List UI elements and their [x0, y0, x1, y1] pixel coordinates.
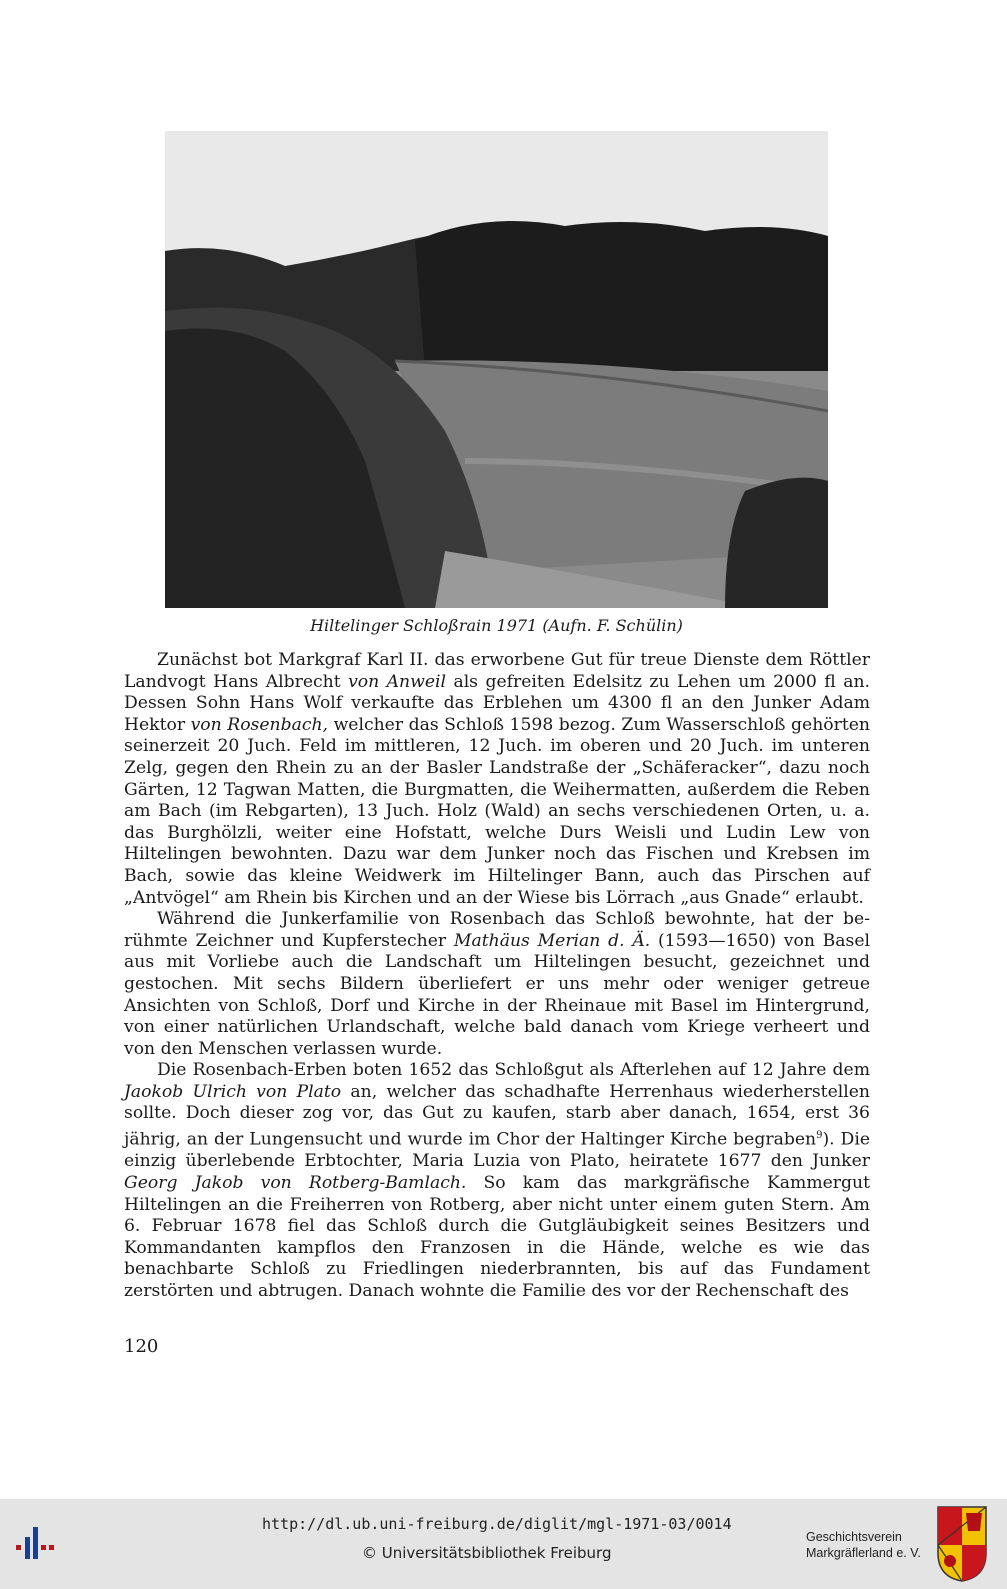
paragraph [124, 909, 870, 1060]
article-body [124, 650, 870, 1303]
text-run: (1593—1650) von Basel aus mit Vorliebe auch die Landschaft um Hiltelingen besucht, gezeichnet und gestochen. Mit sechs Bildern überliefert er uns mehr oder weniger getreue Ansichten von Schloß, Dorf und Kirche in der Rheinaue mit Basel im Hintergrund, von einer natürlichen Urlandschaft, welche bald danach vom Kriege verheert und von den Menschen verlassen wurde. [124, 930, 870, 1059]
photo-caption: Hiltelinger Schloßrain 1971 (Aufn. F. Schülin) [310, 616, 683, 635]
permalink-url[interactable]: http://dl.ub.uni-freiburg.de/diglit/mgl-1971-03/0014 [262, 1515, 732, 1533]
text-run: So kam das markgräfische Kammergut Hiltelingen an die Freiherren von Rotberg, aber nicht unter einem guten Stern. Am 6. Februar 1678 fiel das Schloß durch die Gutgläubigkeit seines Besitzers und Kommandanten kampflos den Franzosen in die Hände, welche es wie das benachbarte Schloß zu Friedlingen niederbrannten, bis auf das Fundament zerstörten und abtrugen. Danach wohnte die Familie des vor der Rechenschaft des [124, 1172, 870, 1301]
text-run: an, welcher das schadhafte Herrenhaus wiederherstellen sollte. Doch dieser zog vor, das Gut zu kaufen, starb aber danach, 1654, erst 36 jährig, an der Lungensucht und wurde im Chor der Haltinger Kirche begraben [124, 1081, 870, 1150]
copyright-text: © Universitätsbibliothek Freiburg [362, 1544, 612, 1562]
society-name-line1: Geschichtsverein [806, 1530, 902, 1544]
society-name-line2: Markgräflerland e. V. [806, 1546, 921, 1560]
italic-name: Georg Jakob von Rotberg-Bamlach. [124, 1172, 467, 1193]
ub-freiburg-logo-icon [14, 1523, 62, 1563]
text-run: Während die Junkerfamilie von Rosenbach das Schloß bewohnte, hat der berühmte Zeichner und Kupferstecher [124, 909, 870, 951]
text-run: ). Die einzig überlebende Erbtochter, Maria Luzia von Plato, heiratete 1677 den Junker [124, 1129, 870, 1172]
photo-illustration [165, 131, 828, 608]
landscape-photo [165, 131, 828, 608]
text-run: welcher das Schloß 1598 bezog. Zum Wasserschloß gehörten seinerzeit 20 Juch. Feld im mittleren, 12 Juch. im oberen und 20 Juch. im unteren Zelg, gegen den Rhein zu an der Basler Landstraße der „Schäferacker“, dazu noch Gärten, 12 Tagwan Matten, die Burgmatten, die Weihermatten, außerdem die Reben am Bach (im Rebgarten), 13 Juch. Holz (Wald) an sechs verschiedenen Orten, u. a. das Burghölzli, weiter eine Hofstatt, welche Durs Weisli und Ludin Lew von Hiltelingen bewohnten. Dazu war dem Junker noch das Fischen und Krebsen im Bach, sowie das kleine Weidwerk im Hiltelinger Bann, auch das Pirschen auf „Antvögel“ am Rhein bis Kirchen und an der Wiese bis Lörrach „aus Gnade“ erlaubt. [124, 714, 871, 908]
text-run: Zunächst bot Markgraf Karl II. das erworbene Gut für treue Dienste dem Röttler Landvogt Hans Albrecht [124, 650, 870, 692]
paragraph [124, 1060, 870, 1302]
coat-of-arms-icon [936, 1505, 988, 1583]
footnote-ref: 9 [816, 1130, 823, 1142]
text-run: Die Rosenbach-Erben boten 1652 das Schloßgut als Afterlehen auf 12 Jahre dem [157, 1060, 870, 1081]
italic-name: Jaokob Ulrich von Plato [124, 1081, 342, 1102]
page-number: 120 [124, 1336, 159, 1357]
society-name [806, 1529, 921, 1561]
italic-name: von Anweil [348, 671, 446, 692]
italic-name: Mathäus Merian d. Ä. [453, 930, 651, 951]
paragraph [124, 650, 870, 909]
italic-name: von Rosenbach, [190, 714, 329, 735]
text-run: als gefreiten Edelsitz zu Lehen um 2000 fl an. Dessen Sohn Hans Wolf verkaufte das Erblehen um 4300 fl an den Junker Adam Hektor [124, 671, 870, 735]
footer-bar [0, 1499, 1007, 1589]
